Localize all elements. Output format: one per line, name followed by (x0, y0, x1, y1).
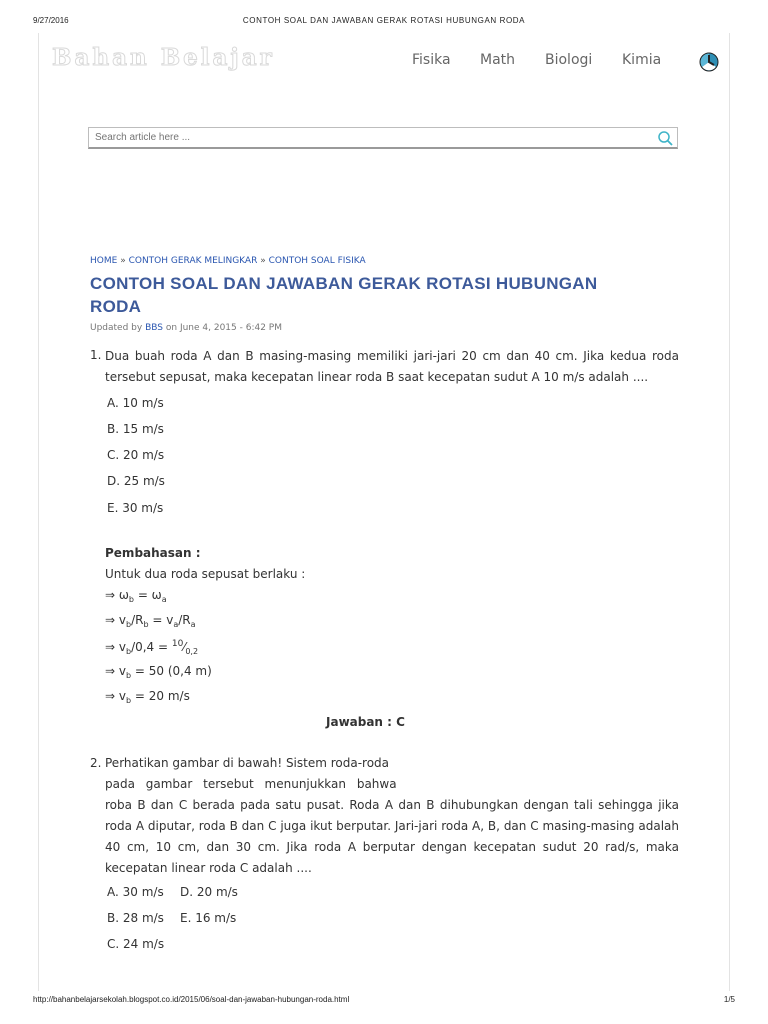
breadcrumb-cat-gerak-melingkar[interactable]: CONTOH GERAK MELINGKAR (128, 256, 258, 266)
answer-q1: Jawaban : C (326, 715, 405, 729)
search-icon[interactable] (657, 130, 673, 146)
q1-option-e: E. 30 m/s (107, 501, 164, 515)
breadcrumb-cat-soal-fisika[interactable]: CONTOH SOAL FISIKA (268, 256, 366, 266)
q2-option-b: B. 28 m/s (107, 911, 164, 925)
question-2-text: roba B dan C berada pada satu pusat. Roda A dan B dihubungkan dengan tali sehingga jika roda A diputar, roda B dan C juga ikut berputar. Jari-jari roda A, B, dan C masing-masing adalah 40 cm, 10 cm, dan 30 cm. Jika roda A berputar dengan kecepatan sudut 20 rad/s, maka kecepatan linear roda C adalah .... (105, 798, 679, 875)
step-3: ⇒ $v_b/0,4$ = $^{10}⁄_{0,2}$ (105, 639, 199, 656)
print-date: 9/27/2016 (33, 16, 69, 25)
print-url: http://bahanbelajarsekolah.blogspot.co.id/2015/06/soal-dan-jawaban-hubungan-roda.html (33, 995, 350, 1004)
site-logo[interactable]: Bahan Belajar (52, 44, 275, 71)
step-4: ⇒ $v_b = 50$ (0,4 m) (105, 664, 212, 680)
updated-by-label: Updated by (90, 323, 143, 333)
step-5: ⇒ $v_b = 20$ m/s (105, 689, 190, 705)
q1-option-d: D. 25 m/s (107, 474, 165, 488)
print-page-number: 1/5 (723, 995, 735, 1004)
print-title: CONTOH SOAL DAN JAWABAN GERAK ROTASI HUBUNGAN RODA (242, 16, 526, 25)
question-2-line-1: Perhatikan gambar di bawah! Sistem roda-roda (105, 756, 390, 770)
breadcrumb-separator: » (260, 256, 266, 266)
q1-option-b: B. 15 m/s (107, 422, 164, 436)
step-2: ⇒ $v_b/R_b = v_a/R_a$ (105, 613, 196, 629)
q2-option-c: C. 24 m/s (107, 937, 165, 951)
question-1-number: 1. (90, 348, 102, 362)
nav-item-biologi[interactable]: Biologi (545, 52, 593, 68)
breadcrumb-separator: » (120, 256, 126, 266)
breadcrumb-home[interactable]: HOME (90, 256, 118, 266)
nav-item-kimia[interactable]: Kimia (622, 52, 662, 68)
q2-option-e: E. 16 m/s (180, 911, 237, 925)
step-1: ⇒ $\omega_b = \omega_a$ (105, 588, 167, 604)
article-meta (90, 323, 282, 333)
question-2-number: 2. (90, 756, 102, 770)
pembahasan-label: Pembahasan : (105, 546, 201, 560)
search-input[interactable] (93, 131, 637, 144)
article-title: CONTOH SOAL DAN JAWABAN GERAK ROTASI HUBUNGAN RODA (90, 274, 598, 316)
question-1-text: Dua buah roda A dan B masing-masing memiliki jari-jari 20 cm dan 40 cm. Jika kedua roda tersebut sepusat, maka kecepatan linear roda B saat kecepatan sudut A 10 m/s adalah .... (105, 349, 679, 384)
article-date: on June 4, 2015 - 6:42 PM (165, 323, 282, 333)
pembahasan-intro: Untuk dua roda sepusat berlaku : (105, 567, 306, 581)
q1-option-c: C. 20 m/s (107, 448, 165, 462)
breadcrumb (90, 256, 366, 266)
nav-item-fisika[interactable]: Fisika (412, 52, 451, 68)
author-link[interactable]: BBS (145, 323, 163, 333)
search-box (88, 127, 678, 149)
q1-option-a: A. 10 m/s (107, 396, 164, 410)
question-2-line-2: pada gambar tersebut menunjukkan bahwa (105, 777, 397, 791)
globe-icon[interactable] (699, 52, 719, 72)
nav-item-math[interactable]: Math (480, 52, 516, 68)
q2-option-d: D. 20 m/s (180, 885, 238, 899)
q2-option-a: A. 30 m/s (107, 885, 164, 899)
